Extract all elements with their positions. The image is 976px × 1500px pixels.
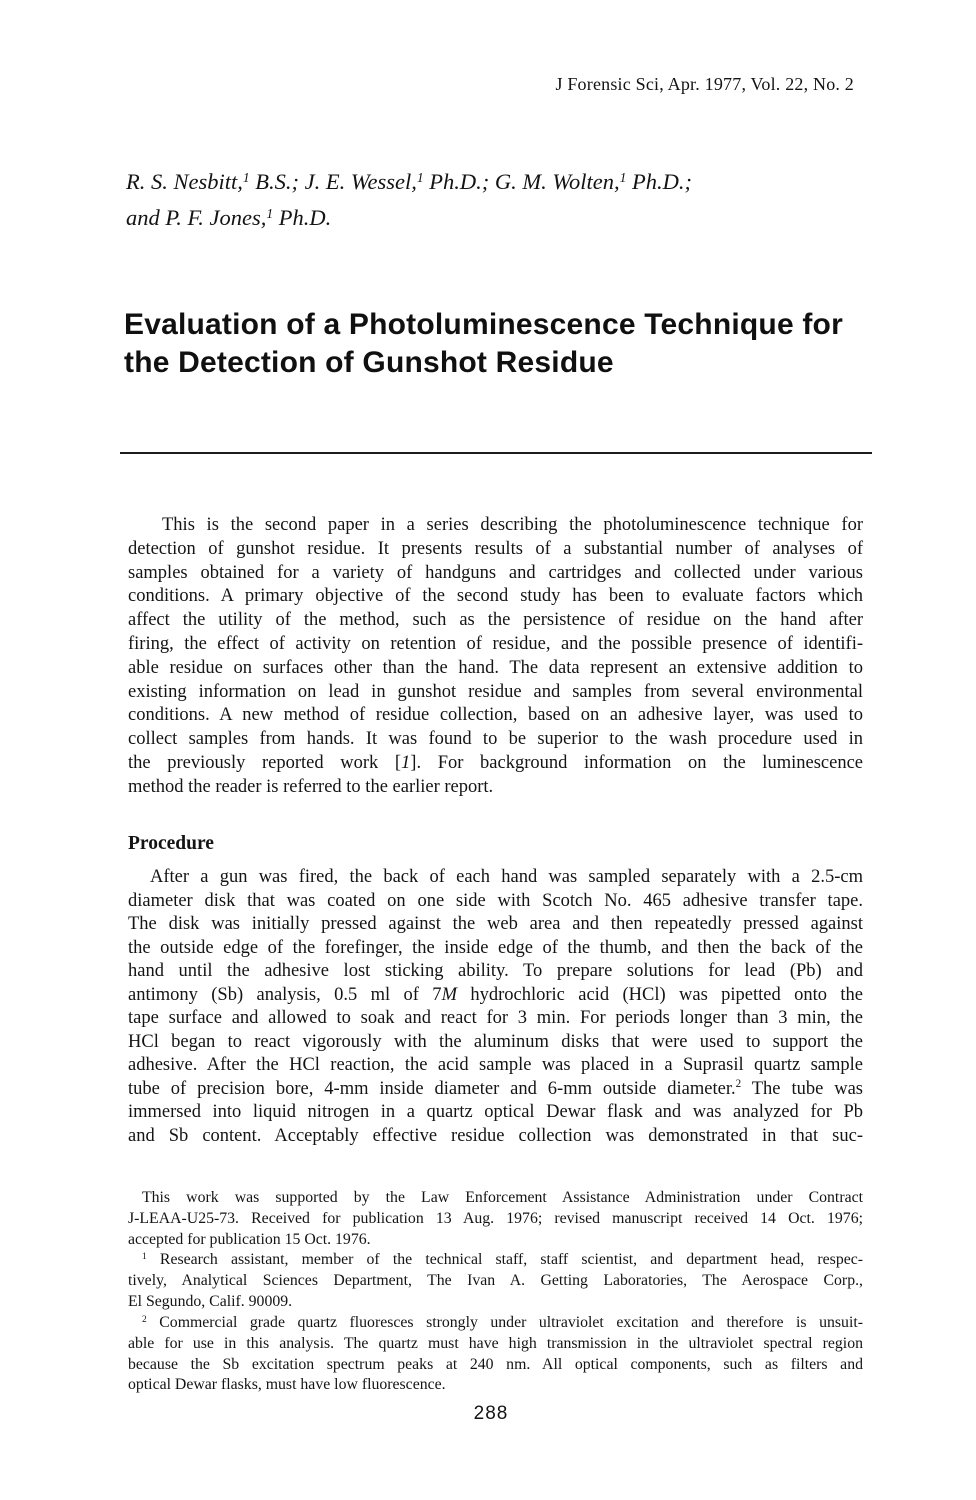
text-line: tively, Analytical Sciences Department, The Ivan A. Getting Laboratories, The Aerospace Corp., <box>128 1271 863 1289</box>
text-line: affect the utility of the method, such as the persistence of residue on the hand after <box>128 610 863 631</box>
text-line: tape surface and allowed to soak and react for 3 min. For periods longer than 3 min, the <box>128 1008 863 1028</box>
text-line: samples obtained for a variety of handguns and cartridges and collected under various <box>128 562 863 583</box>
text-line: J-LEAA-U25-73. Received for publication 13 Aug. 1976; revised manuscript received 14 Oct. 1976; <box>128 1209 863 1227</box>
text-line: conditions. A new method of residue collection, based on an adhesive layer, was used to <box>128 705 863 726</box>
text-line: diameter disk that was coated on one side with Scotch No. 465 adhesive transfer tape. <box>128 890 863 911</box>
title-divider <box>120 452 872 454</box>
text-line: HCl began to react vigorously with the aluminum disks that were used to support the <box>128 1031 863 1052</box>
text-line: This is the second paper in a series describing the photoluminescence technique for <box>162 515 863 535</box>
text-line: and Sb content. Acceptably effective residue collection was demonstrated in that suc- <box>128 1125 863 1146</box>
text-line: immersed into liquid nitrogen in a quartz optical Dewar flask and was analyzed for Pb <box>128 1102 863 1122</box>
journal-header: J Forensic Sci, Apr. 1977, Vol. 22, No. 2 <box>555 74 854 94</box>
text-line: able residue on surfaces other than the hand. The data represent an extensive addition to <box>128 657 863 678</box>
text-line: $^2$ Commercial grade quartz fluoresces strongly under ultraviolet excitation and therefore is unsuit- <box>142 1314 863 1331</box>
text-line: $^1$ Research assistant, member of the technical staff, staff scientist, and department head, respec- <box>142 1251 863 1268</box>
procedure-paragraph <box>128 866 863 1148</box>
text-line: because the Sb excitation spectrum peaks at 240 nm. All optical components, such as filters and <box>128 1355 863 1373</box>
text-line: able for use in this analysis. The quartz must have high transmission in the ultraviolet spectral region <box>128 1334 863 1352</box>
text-line: adhesive. After the HCl reaction, the acid sample was placed in a Suprasil quartz sample <box>128 1055 863 1075</box>
text-line: After a gun was fired, the back of each hand was sampled separately with a 2.5-cm <box>150 867 863 887</box>
text-line: antimony (Sb) analysis, 0.5 ml of 7M hydrochloric acid (HCl) was pipetted onto the <box>128 984 863 1005</box>
text-line: the outside edge of the forefinger, the inside edge of the thumb, and then the back of the <box>128 937 863 958</box>
footnote-support <box>128 1188 863 1250</box>
text-line: optical Dewar flasks, must have low fluorescence. <box>128 1376 446 1394</box>
footnote-affiliation <box>128 1250 863 1312</box>
text-line: hand until the adhesive lost sticking ability. To prepare solutions for lead (Pb) and <box>128 961 863 981</box>
text-line: R. S. Nesbitt,$^1$ B.S.; J. E. Wessel,$^1$ Ph.D.; G. M. Wolten,$^1$ Ph.D.; <box>126 169 693 194</box>
text-line: accepted for publication 15 Oct. 1976. <box>128 1230 371 1248</box>
page-number: 288 <box>473 1403 509 1424</box>
byline <box>126 164 866 236</box>
text-line: conditions. A primary objective of the second study has been to evaluate factors which <box>128 586 863 607</box>
text-line: detection of gunshot residue. It presents results of a substantial number of analyses of <box>128 538 863 559</box>
text-line: tube of precision bore, 4-mm inside diameter and 6-mm outside diameter.$^2$ The tube was <box>128 1078 863 1099</box>
text-line: existing information on lead in gunshot residue and samples from several environmental <box>128 681 863 702</box>
article-title <box>124 306 884 382</box>
procedure-heading: Procedure <box>128 833 214 854</box>
article-title-line-1: Evaluation of a Photoluminescence Technique for <box>124 308 843 341</box>
text-line: method the reader is referred to the earlier report. <box>128 776 494 797</box>
article-title-line-2: the Detection of Gunshot Residue <box>124 346 614 379</box>
text-line: The disk was initially pressed against the web area and then repeatedly pressed against <box>128 914 863 934</box>
text-line: the previously reported work [1]. For background information on the luminescence <box>128 752 863 773</box>
footnote-quartz <box>128 1313 863 1396</box>
text-line: and P. F. Jones,$^1$ Ph.D. <box>126 205 332 230</box>
text-line: El Segundo, Calif. 90009. <box>128 1292 293 1310</box>
abstract-paragraph <box>128 514 863 800</box>
text-line: collect samples from hands. It was found to be superior to the wash procedure used in <box>128 729 863 750</box>
text-line: firing, the effect of activity on retention of residue, and the possible presence of identifi- <box>128 633 863 654</box>
text-line: This work was supported by the Law Enforcement Assistance Administration under Contract <box>142 1189 863 1206</box>
